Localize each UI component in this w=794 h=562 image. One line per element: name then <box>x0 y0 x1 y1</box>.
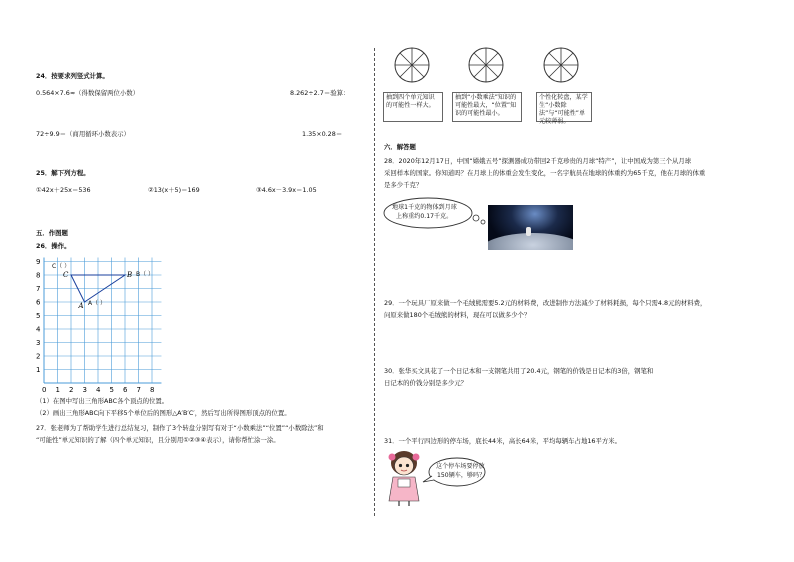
y-tick-label: 2 <box>36 352 41 361</box>
x-tick-label: 6 <box>123 386 128 394</box>
spinner-3 <box>542 46 580 84</box>
y-tick-label: 3 <box>36 339 41 347</box>
q28-line-3: 是多少千克？ <box>384 181 423 189</box>
point-a-letter: A <box>78 302 84 310</box>
y-tick-label: 8 <box>36 271 41 280</box>
point-b-letter: B <box>127 271 133 279</box>
q31-bubble-line-1: 这个停车场要停放 <box>436 463 485 470</box>
x-tick-label: 8 <box>150 386 155 394</box>
q26-title: 26．操作。 <box>36 242 71 250</box>
point-a-label: A（ ） <box>88 300 107 307</box>
spinner-3-caption: 个性化转盘，某学生“小数除法”与“可能性”单元较薄弱。 <box>536 92 592 122</box>
x-tick-label: 1 <box>55 386 60 394</box>
q29-line-1: 29．一个玩具厂原来做一个毛绒熊需要5.2元的材料费，改进制作方法减少了材料耗损，每个只需4.8元的材料费， <box>384 299 707 307</box>
q24-item-a: 0.564×7.6≈（得数保留两位小数） <box>36 89 140 97</box>
column-divider <box>374 48 375 516</box>
moon-surface <box>488 233 573 250</box>
spinner-1 <box>393 46 431 84</box>
q24-title: 24．按要求列竖式计算。 <box>36 72 109 80</box>
q24-item-d: 1.35×0.28＝ <box>302 130 343 138</box>
x-tick-label: 7 <box>136 386 141 394</box>
q27-line-1: 27．张老师为了帮助学生进行总结复习，制作了3个转盘分别写有对于“小数乘法”“位置”“小数除法”和 <box>36 424 324 432</box>
q28-bubble-line-2: 上称重约0.17千克。 <box>396 213 453 220</box>
y-tick-label: 9 <box>36 258 41 266</box>
astronaut-figure <box>526 227 531 236</box>
q31-text: 31．一个平行四边形的停车场，底长44米，高长64米，平均每辆车占地16平方米。 <box>384 437 622 445</box>
q30-line-2: 日记本的价钱分别是多少元？ <box>384 379 468 387</box>
q25-item-c: ③4.6x－3.9x＝1.05 <box>256 186 317 194</box>
q24-item-c: 72÷9.9＝（商用循环小数表示） <box>36 130 130 138</box>
point-b-label: B（ ） <box>136 271 155 278</box>
q29-line-2: 问原来做180个毛绒熊的材料，现在可以做多少个？ <box>384 311 531 319</box>
spinner-1-caption: 抽到四个单元知识的可能性一样大。 <box>383 92 443 122</box>
x-tick-label: 0 <box>42 386 47 394</box>
point-c-letter: C <box>63 271 69 279</box>
girl-illustration <box>384 449 424 507</box>
q27-line-2: “可能性”单元知识的了解（四个单元知识，且分别用①②③④表示），请你帮忙涂一涂。 <box>36 436 280 444</box>
x-tick-label: 2 <box>69 386 74 394</box>
q31-bubble-line-2: 150辆车，够吗？ <box>437 472 486 479</box>
q25-item-b: ②13(x＋5)＝169 <box>148 186 200 194</box>
section-6-heading: 六．解答题 <box>384 143 416 151</box>
q25-title: 25．解下列方程。 <box>36 169 90 177</box>
x-tick-label: 4 <box>96 386 101 394</box>
spinner-2 <box>467 46 505 84</box>
point-c-label: C（ ） <box>52 263 71 270</box>
y-tick-label: 1 <box>36 366 41 374</box>
y-tick-label: 7 <box>36 285 41 293</box>
x-tick-labels <box>42 386 154 394</box>
q26-part-2: （2）画出三角形ABC向下平移5个单位后的图形△A′B′C′，然后写出所得图形顶点的位置。 <box>36 409 291 417</box>
y-tick-label: 4 <box>36 325 41 334</box>
x-tick-label: 3 <box>82 386 87 394</box>
q30-line-1: 30．张华买文具花了一个日记本和一支钢笔共用了20.4元，钢笔的价钱是日记本的3倍，钢笔和 <box>384 367 654 375</box>
q24-item-b: 8.262÷2.7＝验算： <box>290 89 350 97</box>
q28-bubble-line-1: 地球1千克的物体到月球 <box>392 204 457 211</box>
x-tick-label: 5 <box>109 386 114 394</box>
q25-item-a: ①42x＋25x＝536 <box>36 186 91 194</box>
spinner-2-caption: 抽到“小数乘法”知识的可能性最大，“位置”知识的可能性最小。 <box>452 92 522 122</box>
q26-part-1: （1）在图中写出三角形ABC各个顶点的位置。 <box>36 397 169 405</box>
q28-line-1: 28．2020年12月17日，中国“嫦娥五号”探测器成功带回2千克珍贵的月球“特产”，让中国成为第三个从月球 <box>384 157 692 165</box>
section-5-heading: 五．作图题 <box>36 229 68 237</box>
y-tick-label: 6 <box>36 298 41 307</box>
moon-astronaut-image <box>488 205 573 250</box>
y-tick-label: 5 <box>36 312 41 320</box>
y-tick-labels <box>36 258 41 374</box>
q28-line-2: 采回样本的国家。你知道吗？在月球上的体重会发生变化，一名宇航员在地球的体重约为65千克，他在月球的体重 <box>384 169 706 177</box>
